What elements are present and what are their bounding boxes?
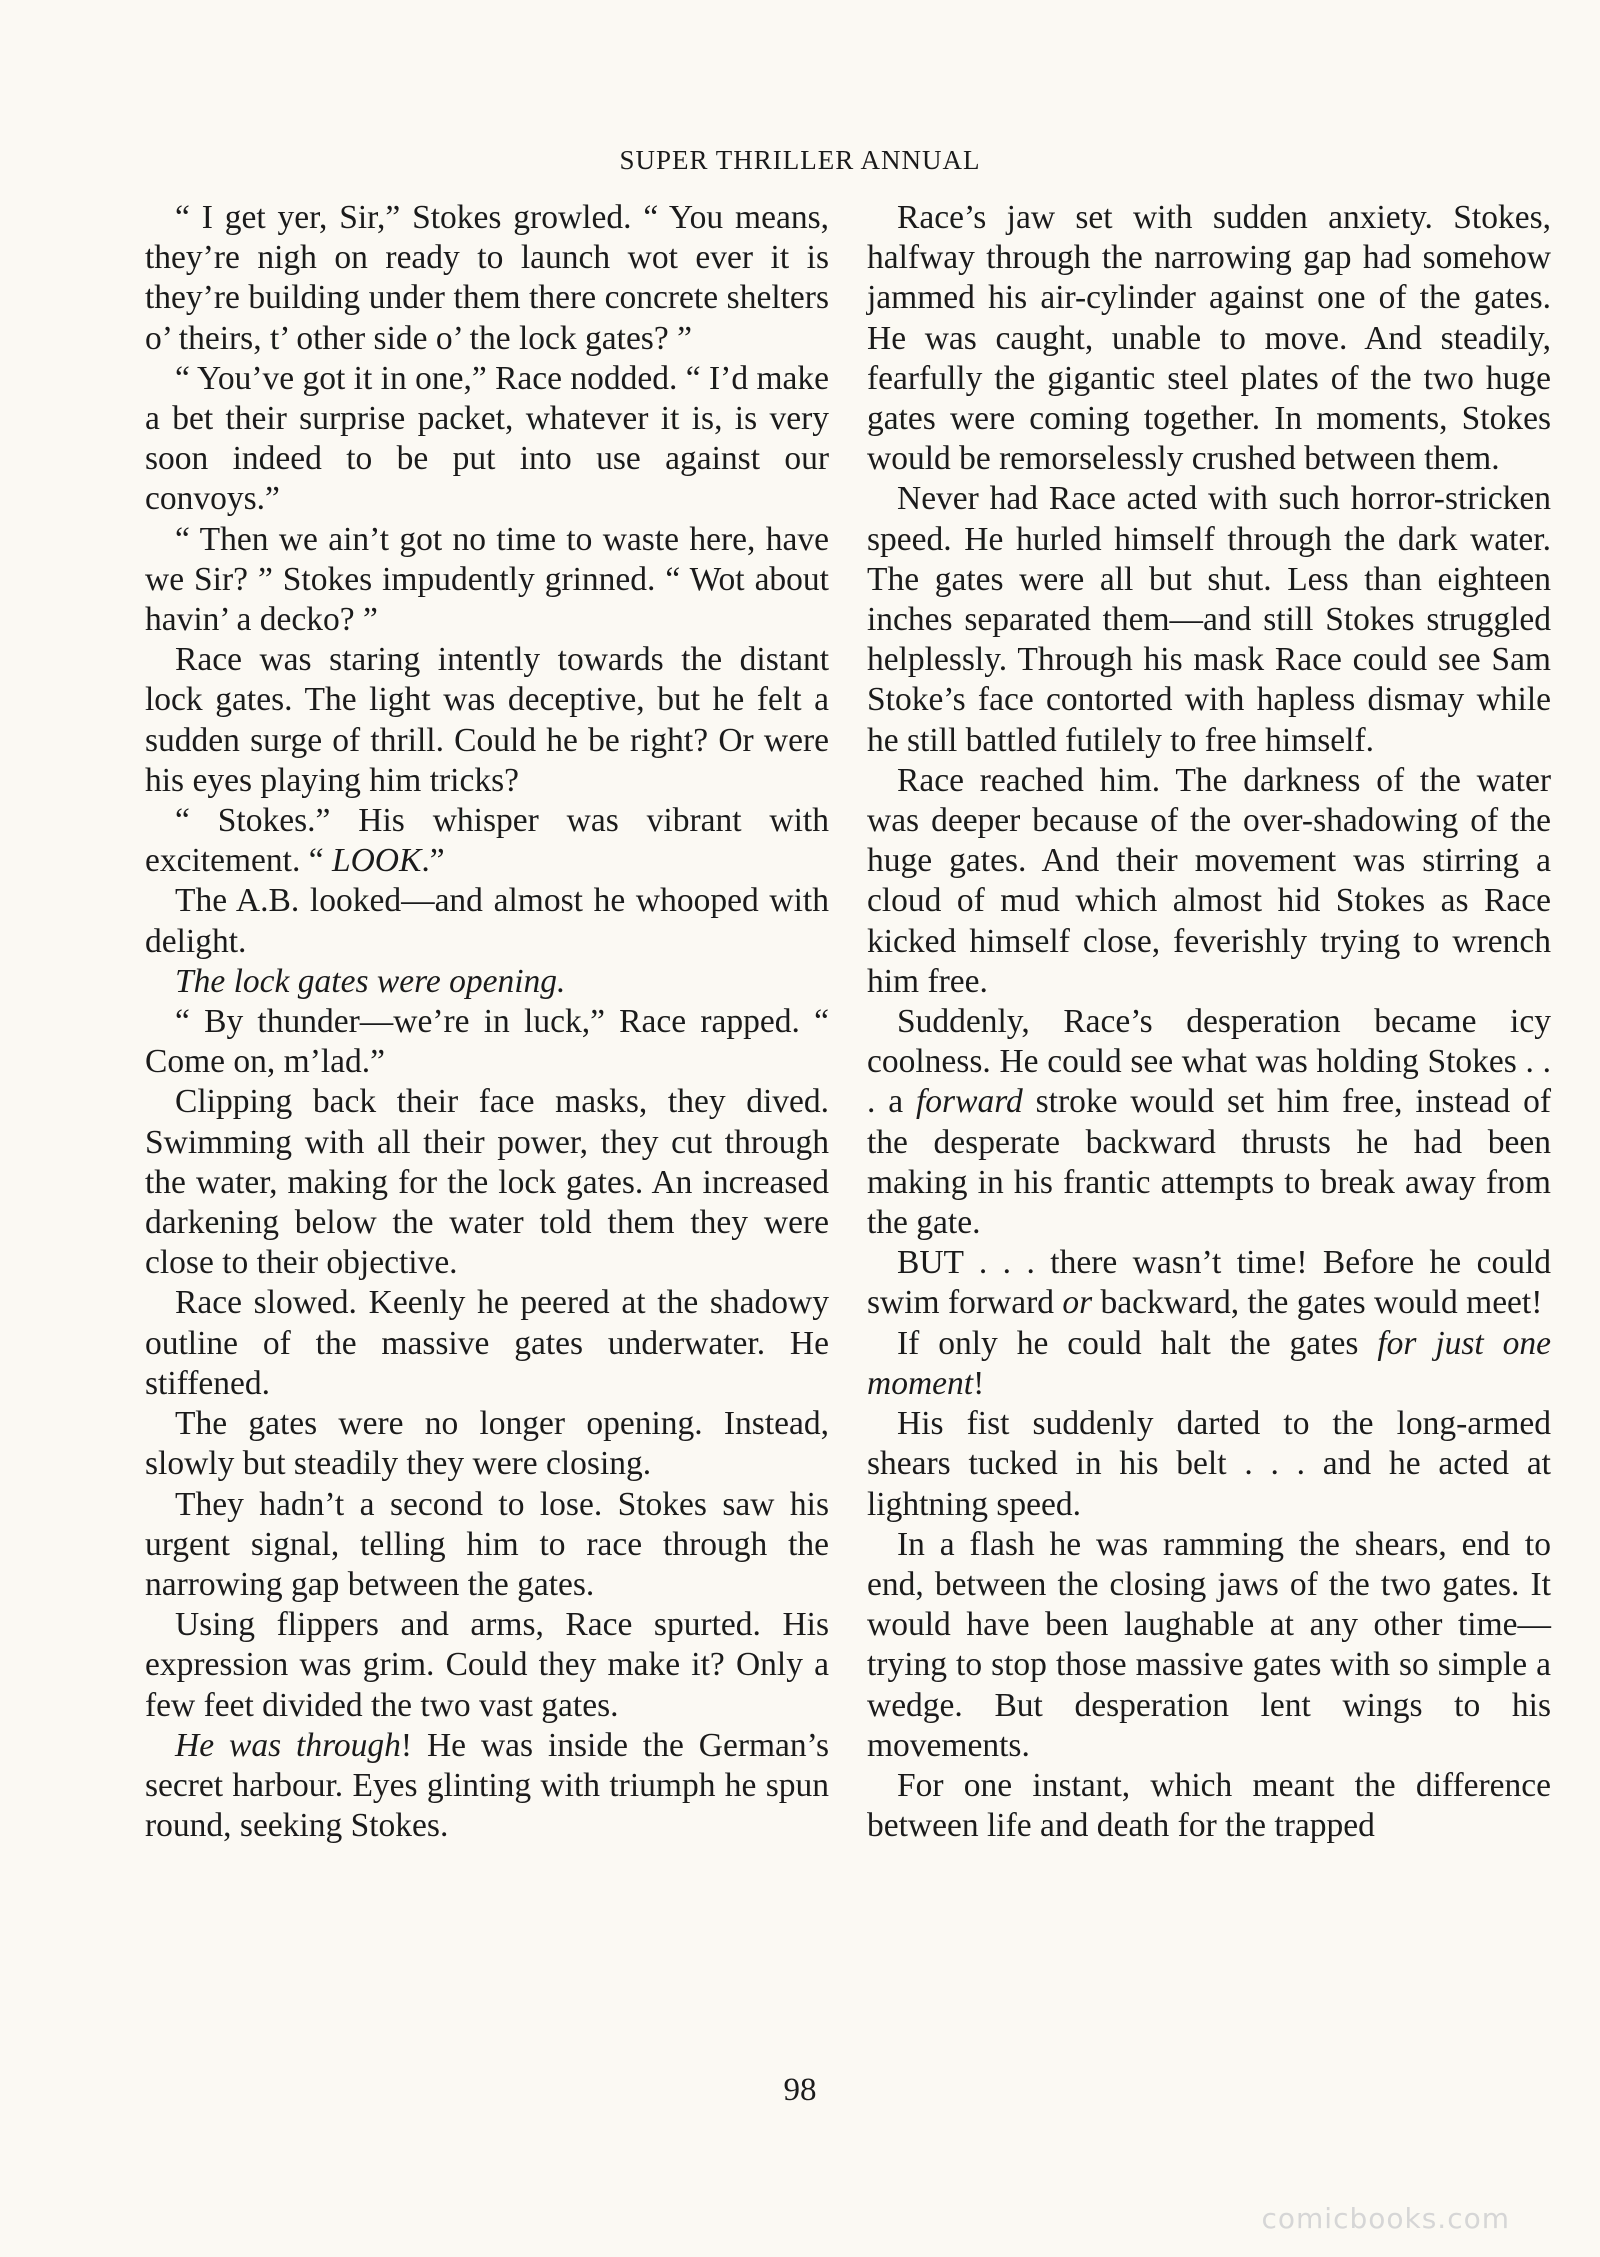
text-run: Race’s jaw set with sudden anxiety. Stokes, halfway through the narrowing gap had somehow jammed his air-cylinder against one of the gates. He was caught, unable to move. And steadily, fearfully the gigantic steel plates of the two huge gates were coming together. In moments, Stokes would be remorselessly crushed between them. [867,199,1551,478]
paragraph [867,1404,1551,1525]
paragraph [145,1404,829,1484]
text-run: “ I get yer, Sir,” Stokes growled. “ You means, they’re nigh on ready to launch wot ever it is they’re building under them there concrete shelters o’ theirs, t’ other side o’ the lock gates? ” [145,199,829,357]
italic-text: The lock gates were opening. [175,962,566,1000]
text-run: Suddenly, Race’s desperation became icy coolness. He could see what was holding Stokes . . . a [867,1003,1551,1121]
italic-text: for just one moment [867,1324,1552,1402]
running-header: SUPER THRILLER ANNUAL [619,145,981,175]
paragraph [867,1002,1551,1243]
text-run: backward, the gates would meet! [1092,1284,1543,1322]
text-run: Never had Race acted with such horror-stricken speed. He hurled himself through the dark water. The gates were all but shut. Less than eighteen inches separated them—and still Stokes struggled helplessly. Through his mask Race could see Sam Stoke’s face contorted with hapless dismay while he still battled futilely to free himself. [867,480,1551,759]
paragraph [145,1002,829,1082]
paragraph [145,1485,829,1606]
text-run: Race was staring intently towards the distant lock gates. The light was deceptive, but he felt a sudden surge of thrill. Could he be right? Or were his eyes playing him tricks? [145,641,829,799]
italic-text: forward [916,1083,1023,1121]
text-run: BUT . . . there wasn’t time! Before he could swim forward [867,1244,1551,1322]
text-run: Clipping back their face masks, they dived. Swimming with all their power, they cut through the water, making for the lock gates. An increased darkening below the water told them they were close to their objective. [145,1083,829,1282]
text-run: If only he could halt the gates [897,1324,1378,1362]
paragraph [145,1605,829,1726]
paragraph [867,1324,1551,1404]
paragraph [145,881,829,961]
italic-text: or [1062,1284,1093,1322]
right-column [867,198,1551,1846]
paragraph [145,359,829,520]
paragraph [867,1766,1551,1846]
italic-text: LOOK [331,842,422,880]
text-run: The gates were no longer opening. Instead, slowly but steadily they were closing. [145,1405,829,1483]
paragraph [145,198,829,359]
text-run: Race slowed. Keenly he peered at the shadowy outline of the massive gates underwater. He stiffened. [145,1284,829,1402]
paragraph [145,801,829,881]
page-number: 98 [783,2072,817,2108]
left-column [145,198,829,1846]
paragraph [867,1525,1551,1766]
italic-text: He was through [175,1726,401,1764]
paragraph [867,1243,1551,1323]
paragraph [145,640,829,801]
text-run: The A.B. looked—and almost he whooped with delight. [145,882,829,960]
text-run: stroke would set him free, instead of the desperate backward thrusts he had been making in his frantic attempts to break away from the gate. [867,1083,1552,1242]
paragraph [867,761,1551,1002]
text-run: ! [973,1364,985,1402]
paragraph [145,1726,829,1847]
paragraph [145,1082,829,1283]
text-run: They hadn’t a second to lose. Stokes saw his urgent signal, telling him to race through the narrowing gap between the gates. [145,1485,829,1603]
text-run: His fist suddenly darted to the long-armed shears tucked in his belt . . . and he acted at lightning speed. [867,1405,1551,1523]
text-run: “ You’ve got it in one,” Race nodded. “ I’d make a bet their surprise packet, whatever it is, is very soon indeed to be put into use against our convoys.” [145,359,830,518]
text-run: Using flippers and arms, Race spurted. His expression was grim. Could they make it? Only a few feet divided the two vast gates. [145,1606,829,1724]
paragraph [867,198,1551,479]
paragraph [145,520,829,641]
text-run: “ Then we ain’t got no time to waste here, have we Sir? ” Stokes impudently grinned. “ Wot about havin’ a decko? ” [145,520,829,639]
watermark: comicbooks.com [1261,2202,1510,2235]
text-run: “ By thunder—we’re in luck,” Race rapped. “ Come on, m’lad.” [145,1003,829,1081]
text-run: Race reached him. The darkness of the water was deeper because of the over-shadowing of the huge gates. And their movement was stirring a cloud of mud which almost hid Stokes as Race kicked himself close, feverishly trying to wrench him free. [867,761,1551,1000]
paragraph [145,962,829,1002]
text-run: In a flash he was ramming the shears, end to end, between the closing jaws of the two gates. It would have been laughable at any other time—trying to stop those massive gates with so simple a wedge. But desperation lent wings to his movements. [867,1525,1551,1764]
text-run: “ Stokes.” His whisper was vibrant with excitement. “ [145,802,829,880]
text-run: For one instant, which meant the difference between life and death for the trapped [867,1766,1551,1845]
paragraph [867,479,1551,760]
text-run: .” [421,842,445,880]
text-run: ! He was inside the German’s secret harbour. Eyes glinting with triumph he spun round, seeking Stokes. [145,1726,829,1845]
paragraph [145,1283,829,1404]
